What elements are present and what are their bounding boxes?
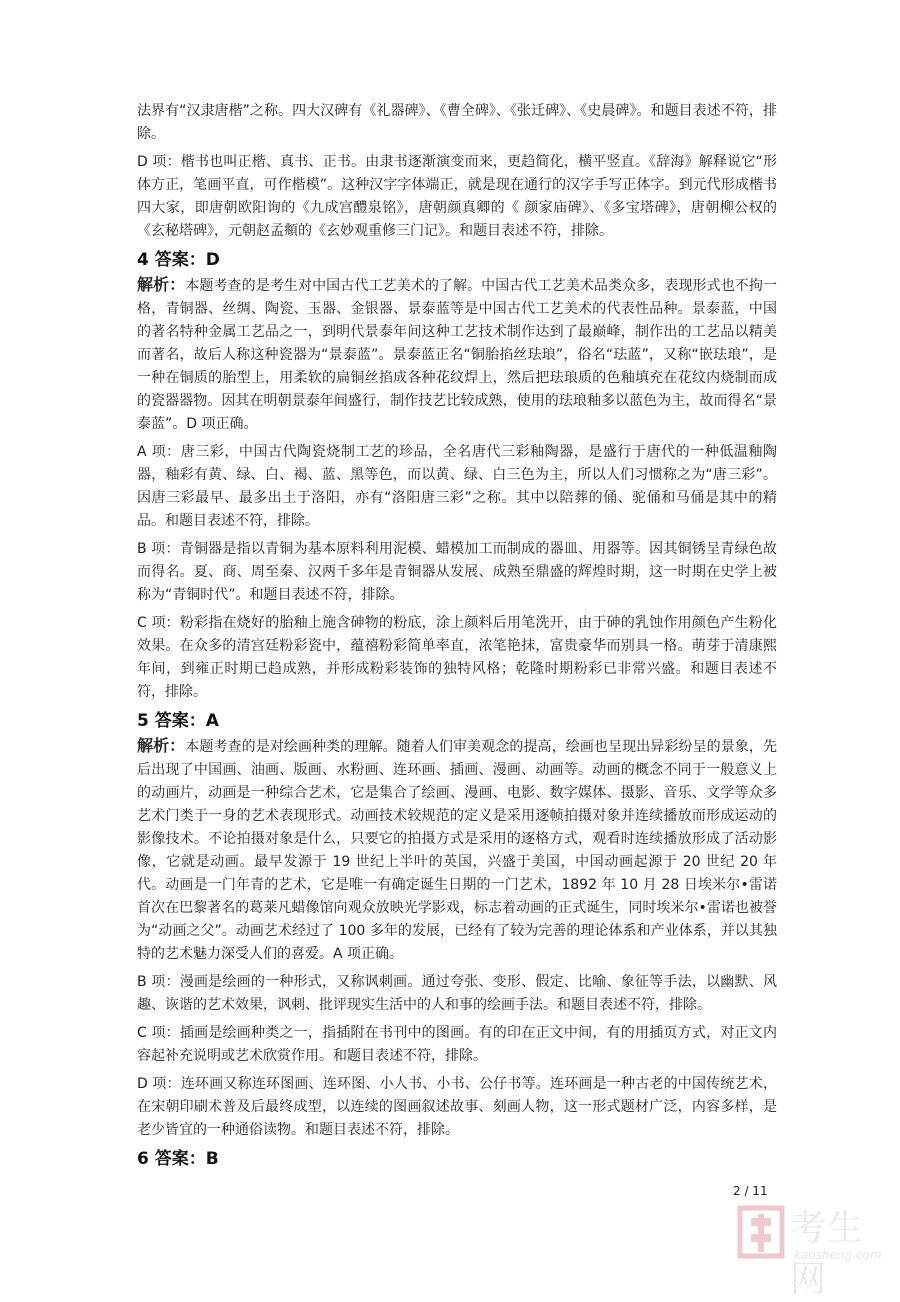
- q4-option-a: A 项：唐三彩，中国古代陶瓷烧制工艺的珍品，全名唐代三彩釉陶器，是盛行于唐代的一种低温釉陶器，釉彩有黄、绿、白、褐、蓝、黑等色，而以黄、绿、白三色为主，所以人们习惯称之为“唐三彩”。因唐三彩最早、最多出土于洛阳，亦有“洛阳唐三彩”之称。其中以陪葬的俑、驼俑和马俑是其中的精品。和题目表述不符，排除。: [137, 444, 777, 529]
- analysis-5: [137, 734, 777, 966]
- watermark: [736, 1200, 896, 1300]
- kaosheng-logo-icon: [736, 1204, 786, 1260]
- paragraph-option-d: D 项：楷书也叫正楷、真书、正书。由隶书逐渐演变而来，更趋简化，横平竖直。《辞海》解释说它“形体方正，笔画平直，可作楷模”。这种汉字字体端正，就是现在通行的汉字手写正体字。到元代形成楷书四大家，即唐朝欧阳询的《九成宫醴泉铭》，唐朝颜真卿的《 颜家庙碑》、《多宝塔碑》，唐朝柳公权的《玄秘塔碑》，元朝赵孟頫的《玄妙观重修三门记》。和题目表述不符，排除。: [137, 154, 777, 239]
- analysis-text: 本题考查的是对绘画种类的理解。随着人们审美观念的提高，绘画也呈现出异彩纷呈的景象，先后出现了中国画、油画、版画、水粉画、连环画、插画、漫画、动画等。动画的概念不同于一般意义上的动画片，动画是一种综合艺术，它是集合了绘画、漫画、电影、数字媒体、摄影、音乐、文学等众多艺术门类于一身的艺术表现形式。动画技术较规范的定义是采用逐帧拍摄对象并连续播放而形成运动的影像技术。不论拍摄对象是什么，只要它的拍摄方式是采用的逐格方式，观看时连续播放形成了活动影像，它就是动画。最早发源于 19 世纪上半叶的英国，兴盛于美国，中国动画起源于 20 世纪 20 年代。动画是一门年青的艺术，它是唯一有确定诞生日期的一门艺术，1892 年 10 月 28 日埃米尔•雷诺首次在巴黎著名的葛莱凡蜡像馆向观众放映光学影戏，标志着动画的正式诞生，同时埃米尔•雷诺也被誉为“动画之父”。动画艺术经过了 100 多年的发展，已经有了较为完善的理论体系和产业体系，并以其独特的艺术魅力深受人们的喜爱。A 项正确。: [137, 739, 777, 962]
- watermark-url: kaosheng.com: [794, 1248, 882, 1262]
- q4-option-c: C 项：粉彩指在烧好的胎釉上施含砷物的粉底，涂上颜料后用笔洗开，由于砷的乳蚀作用颜色产生粉化效果。在众多的清宫廷粉彩瓷中，蕴禧粉彩简单率直，浓笔艳抹，富贵豪华而别具一格。萌芽于清康熙年间，到雍正时期已趋成熟，并形成粉彩装饰的独特风格；乾隆时期粉彩已非常兴盛。和题目表述不符，排除。: [137, 615, 777, 700]
- answer-heading-4: 4 答案：D: [137, 250, 220, 270]
- analysis-4: [137, 273, 777, 436]
- q5-option-d: D 项：连环画又称连环图画、连环图、小人书、小书、公仔书等。连环画是一种古老的中国传统艺术，在宋朝印刷术普及后最终成型，以连续的图画叙述故事、刻画人物，这一形式题材广泛，内容多样，是老少皆宜的一种通俗读物。和题目表述不符，排除。: [137, 1076, 777, 1138]
- document-body: [137, 100, 777, 1172]
- analysis-label: 解析：: [137, 736, 186, 755]
- answer-heading-6: 6 答案：B: [137, 1149, 219, 1169]
- q5-option-c: C 项：插画是绘画种类之一，指插附在书刊中的图画。有的印在正文中间，有的用插页方式，对正文内容起补充说明或艺术欣赏作用。和题目表述不符，排除。: [137, 1025, 777, 1064]
- page-number: 2 / 11: [733, 1184, 768, 1198]
- q5-option-b: B 项：漫画是绘画的一种形式，又称讽刺画。通过夸张、变形、假定、比喻、象征等手法，以幽默、风趣、诙谐的艺术效果，讽刺、批评现实生活中的人和事的绘画手法。和题目表述不符，排除。: [137, 974, 777, 1013]
- analysis-label: 解析：: [137, 275, 186, 294]
- answer-heading-5: 5 答案：A: [137, 711, 219, 731]
- watermark-name: 考生网: [790, 1208, 865, 1300]
- paragraph-c-continued: 法界有“汉隶唐楷”之称。四大汉碑有《礼器碑》、《曹全碑》、《张迁碑》、《史晨碑》。和题目表述不符，排除。: [137, 103, 777, 142]
- analysis-text: 本题考查的是考生对中国古代工艺美术的了解。中国古代工艺美术品类众多，表现形式也不拘一格，青铜器、丝绸、陶瓷、玉器、金银器、景泰蓝等是中国古代工艺美术的代表性品种。景泰蓝，中国的著名特种金属工艺品之一，到明代景泰年间这种工艺技术制作达到了最巅峰，制作出的工艺品以精美而著名，故后人称这种瓷器为“景泰蓝”。景泰蓝正名“铜胎掐丝珐琅”，俗名“珐蓝”，又称“嵌珐琅”，是一种在铜质的胎型上，用柔软的扁铜丝掐成各种花纹焊上，然后把珐琅质的色釉填充在花纹内烧制而成的瓷器器物。因其在明朝景泰年间盛行，制作技艺比较成熟，使用的珐琅釉多以蓝色为主，故而得名“景泰蓝”。D 项正确。: [137, 278, 777, 432]
- q4-option-b: B 项：青铜器是指以青铜为基本原料利用泥模、蜡模加工而制成的器皿、用器等。因其铜锈呈青绿色故而得名。夏、商、周至秦、汉两千多年是青铜器从发展、成熟至鼎盛的辉煌时期，这一时期在史学上被称为“青铜时代”。和题目表述不符，排除。: [137, 541, 777, 603]
